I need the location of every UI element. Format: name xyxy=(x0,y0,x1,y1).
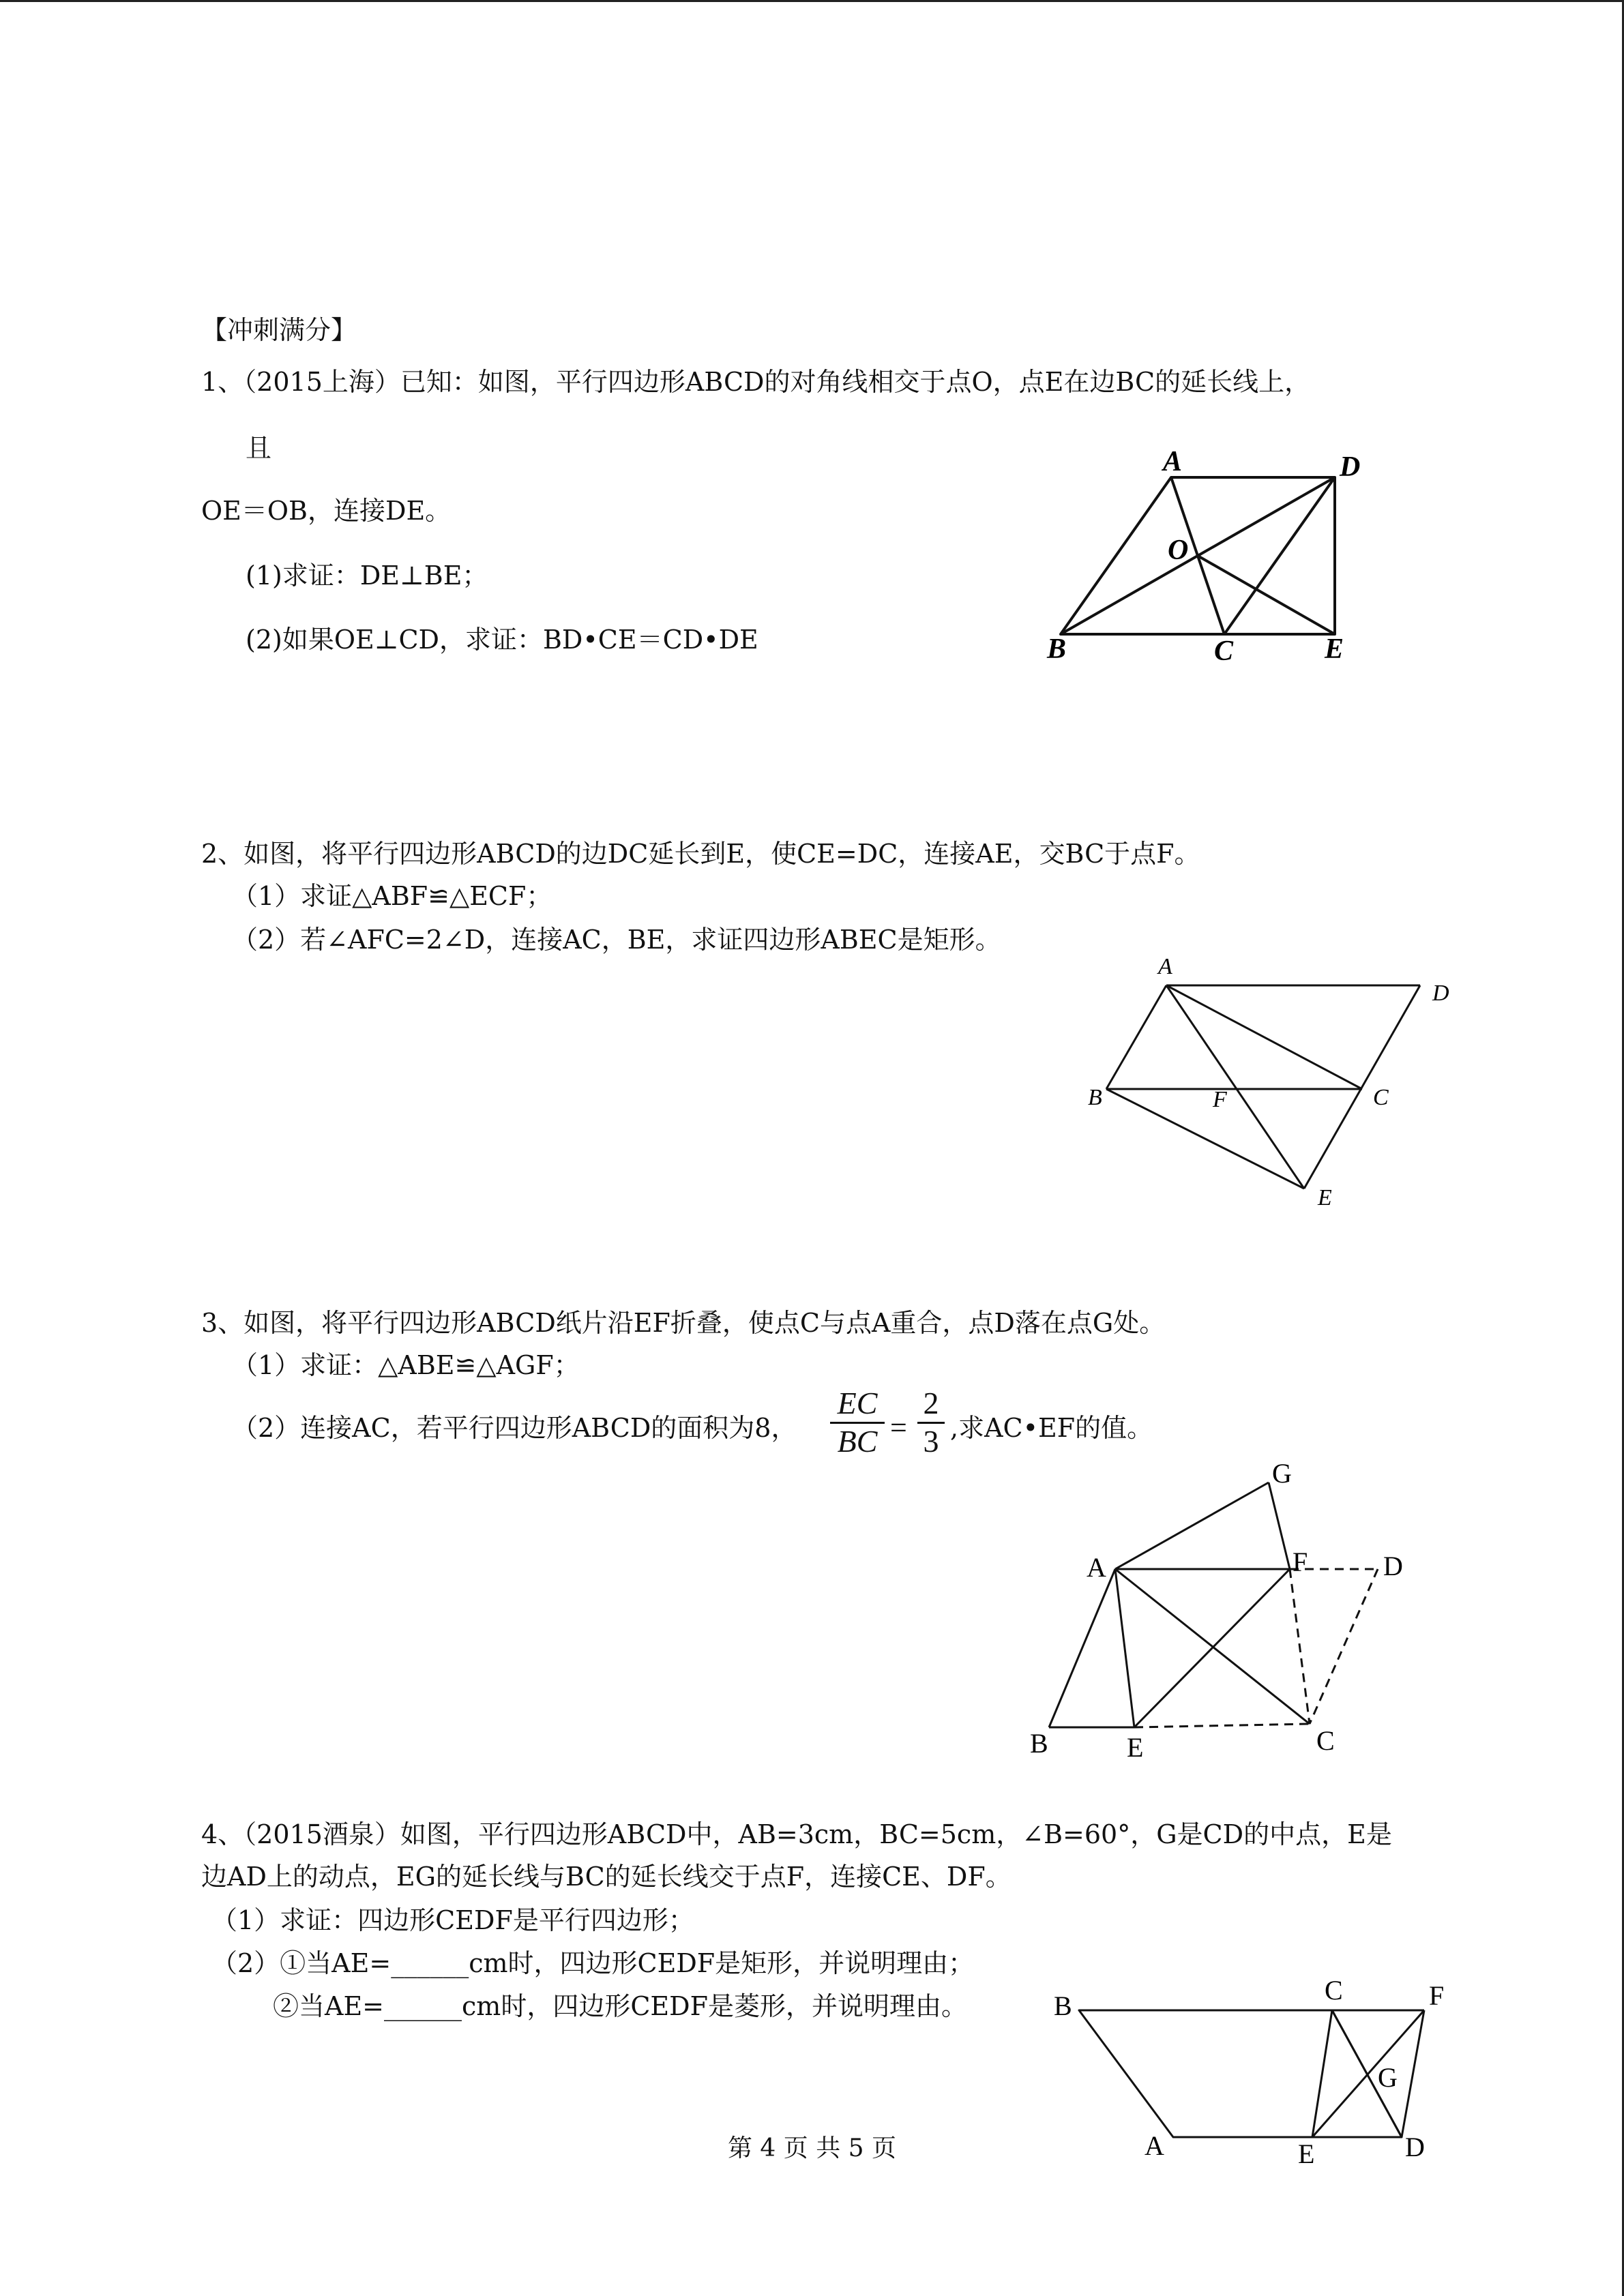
q3-fraction-2-3 xyxy=(917,1386,945,1460)
q2-segment-be xyxy=(1106,1089,1304,1189)
q4-label-e: E xyxy=(1298,2138,1315,2169)
q3-label-b: B xyxy=(1030,1728,1048,1759)
q3-label-c: C xyxy=(1316,1725,1335,1756)
q1-label-d: D xyxy=(1340,451,1361,483)
q1-part1: (1)求证：DE⊥BE； xyxy=(246,561,488,591)
q3-label-e: E xyxy=(1127,1732,1144,1763)
q2-figure xyxy=(1064,951,1473,1217)
q3-line1: 3、如图，将平行四边形ABCD纸片沿EF折叠，使点C与点A重合，点D落在点G处。 xyxy=(201,1308,1166,1338)
q2-segment-ac xyxy=(1166,985,1362,1089)
q1-segment-cd xyxy=(1224,477,1335,634)
q3-dashed-ec xyxy=(1134,1724,1310,1727)
q3-label-g: G xyxy=(1272,1458,1292,1489)
q3-segment-gf xyxy=(1269,1482,1290,1569)
q1-label-c: C xyxy=(1214,636,1234,667)
q3-equals: = xyxy=(890,1411,907,1444)
q2-label-c: C xyxy=(1373,1085,1389,1110)
q3-label-a: A xyxy=(1087,1552,1106,1583)
q3-segment-ag xyxy=(1115,1482,1269,1569)
q3-frac1-den: BC xyxy=(837,1423,878,1459)
q3-dashed-fc xyxy=(1290,1569,1310,1724)
q2-label-d: D xyxy=(1432,981,1449,1006)
q2-label-e: E xyxy=(1318,1185,1332,1210)
q1-line3: OE＝OB，连接DE。 xyxy=(201,496,452,526)
q1-label-b: B xyxy=(1047,633,1067,665)
q3-frac2-num: 2 xyxy=(923,1386,939,1420)
top-border xyxy=(0,0,1624,2)
q2-label-b: B xyxy=(1088,1085,1102,1110)
q4-label-c: C xyxy=(1325,1975,1343,2006)
q3-part2-post: ,求AC•EF的值。 xyxy=(950,1413,1153,1443)
q2-line1: 2、如图，将平行四边形ABCD的边DC延长到E，使CE=DC，连接AE，交BC于点F。 xyxy=(201,839,1200,869)
q3-label-f: F xyxy=(1293,1547,1308,1577)
q4-parallelogram xyxy=(1079,2010,1402,2137)
q3-figure xyxy=(1023,1459,1466,1773)
q4-part2b: ②当AE=______cm时，四边形CEDF是菱形，并说明理由。 xyxy=(273,1991,967,2021)
q2-label-f: F xyxy=(1213,1087,1227,1112)
q2-segment-de xyxy=(1304,985,1420,1189)
q2-part1: （1）求证△ABF≌△ECF； xyxy=(232,881,552,911)
section-title: 【冲刺满分】 xyxy=(201,315,357,345)
q1-line2: 且 xyxy=(246,433,272,463)
q3-segment-ef xyxy=(1134,1569,1290,1727)
q3-part2-pre: （2）连接AC，若平行四边形ABCD的面积为8， xyxy=(232,1413,797,1443)
q1-part2: (2)如果OE⊥CD，求证：BD•CE＝CD•DE xyxy=(246,625,758,655)
q1-label-o: O xyxy=(1168,535,1189,566)
q4-segment-fd xyxy=(1402,2010,1424,2137)
q3-fraction-ec-bc xyxy=(830,1386,885,1460)
q3-part1: （1）求证：△ABE≌△AGF； xyxy=(232,1350,580,1380)
q4-label-g: G xyxy=(1378,2062,1398,2093)
q4-line2: 边AD上的动点，EG的延长线与BC的延长线交于点F，连接CE、DF。 xyxy=(201,1862,1012,1892)
q2-segment-ae xyxy=(1166,985,1304,1189)
q4-line1: 4、（2015酒泉）如图，平行四边形ABCD中，AB=3cm，BC=5cm，∠B=60°，G是CD的中点，E是 xyxy=(201,1819,1392,1849)
q2-label-a: A xyxy=(1158,954,1172,979)
q4-label-f: F xyxy=(1429,1980,1445,2011)
page-footer: 第 4 页 共 5 页 xyxy=(727,2134,897,2162)
q3-label-d: D xyxy=(1383,1551,1403,1581)
q3-frac2-den: 3 xyxy=(923,1423,939,1459)
q4-label-d: D xyxy=(1405,2132,1425,2162)
q1-label-e: E xyxy=(1325,633,1344,665)
q4-part2a: （2）①当AE=______cm时，四边形CEDF是矩形，并说明理由； xyxy=(211,1948,975,1978)
q4-part1: （1）求证：四边形CEDF是平行四边形； xyxy=(211,1905,694,1935)
q2-part2: （2）若∠AFC=2∠D，连接AC，BE，求证四边形ABEC是矩形。 xyxy=(232,925,1001,955)
q3-frac1-num: EC xyxy=(837,1386,878,1420)
q2-segment-ab xyxy=(1106,985,1166,1089)
q3-segment-ae xyxy=(1115,1569,1134,1727)
q3-dashed-dc xyxy=(1310,1569,1378,1724)
q4-label-a: A xyxy=(1145,2130,1164,2161)
q1-label-a: A xyxy=(1163,446,1183,477)
q3-segment-ab xyxy=(1049,1569,1115,1727)
q4-label-b: B xyxy=(1054,1991,1072,2021)
q1-line1: 1、（2015上海）已知：如图，平行四边形ABCD的对角线相交于点O，点E在边BC的延长线上， xyxy=(201,367,1311,397)
q1-segment-oe xyxy=(1198,556,1335,634)
q1-figure xyxy=(1023,436,1446,668)
